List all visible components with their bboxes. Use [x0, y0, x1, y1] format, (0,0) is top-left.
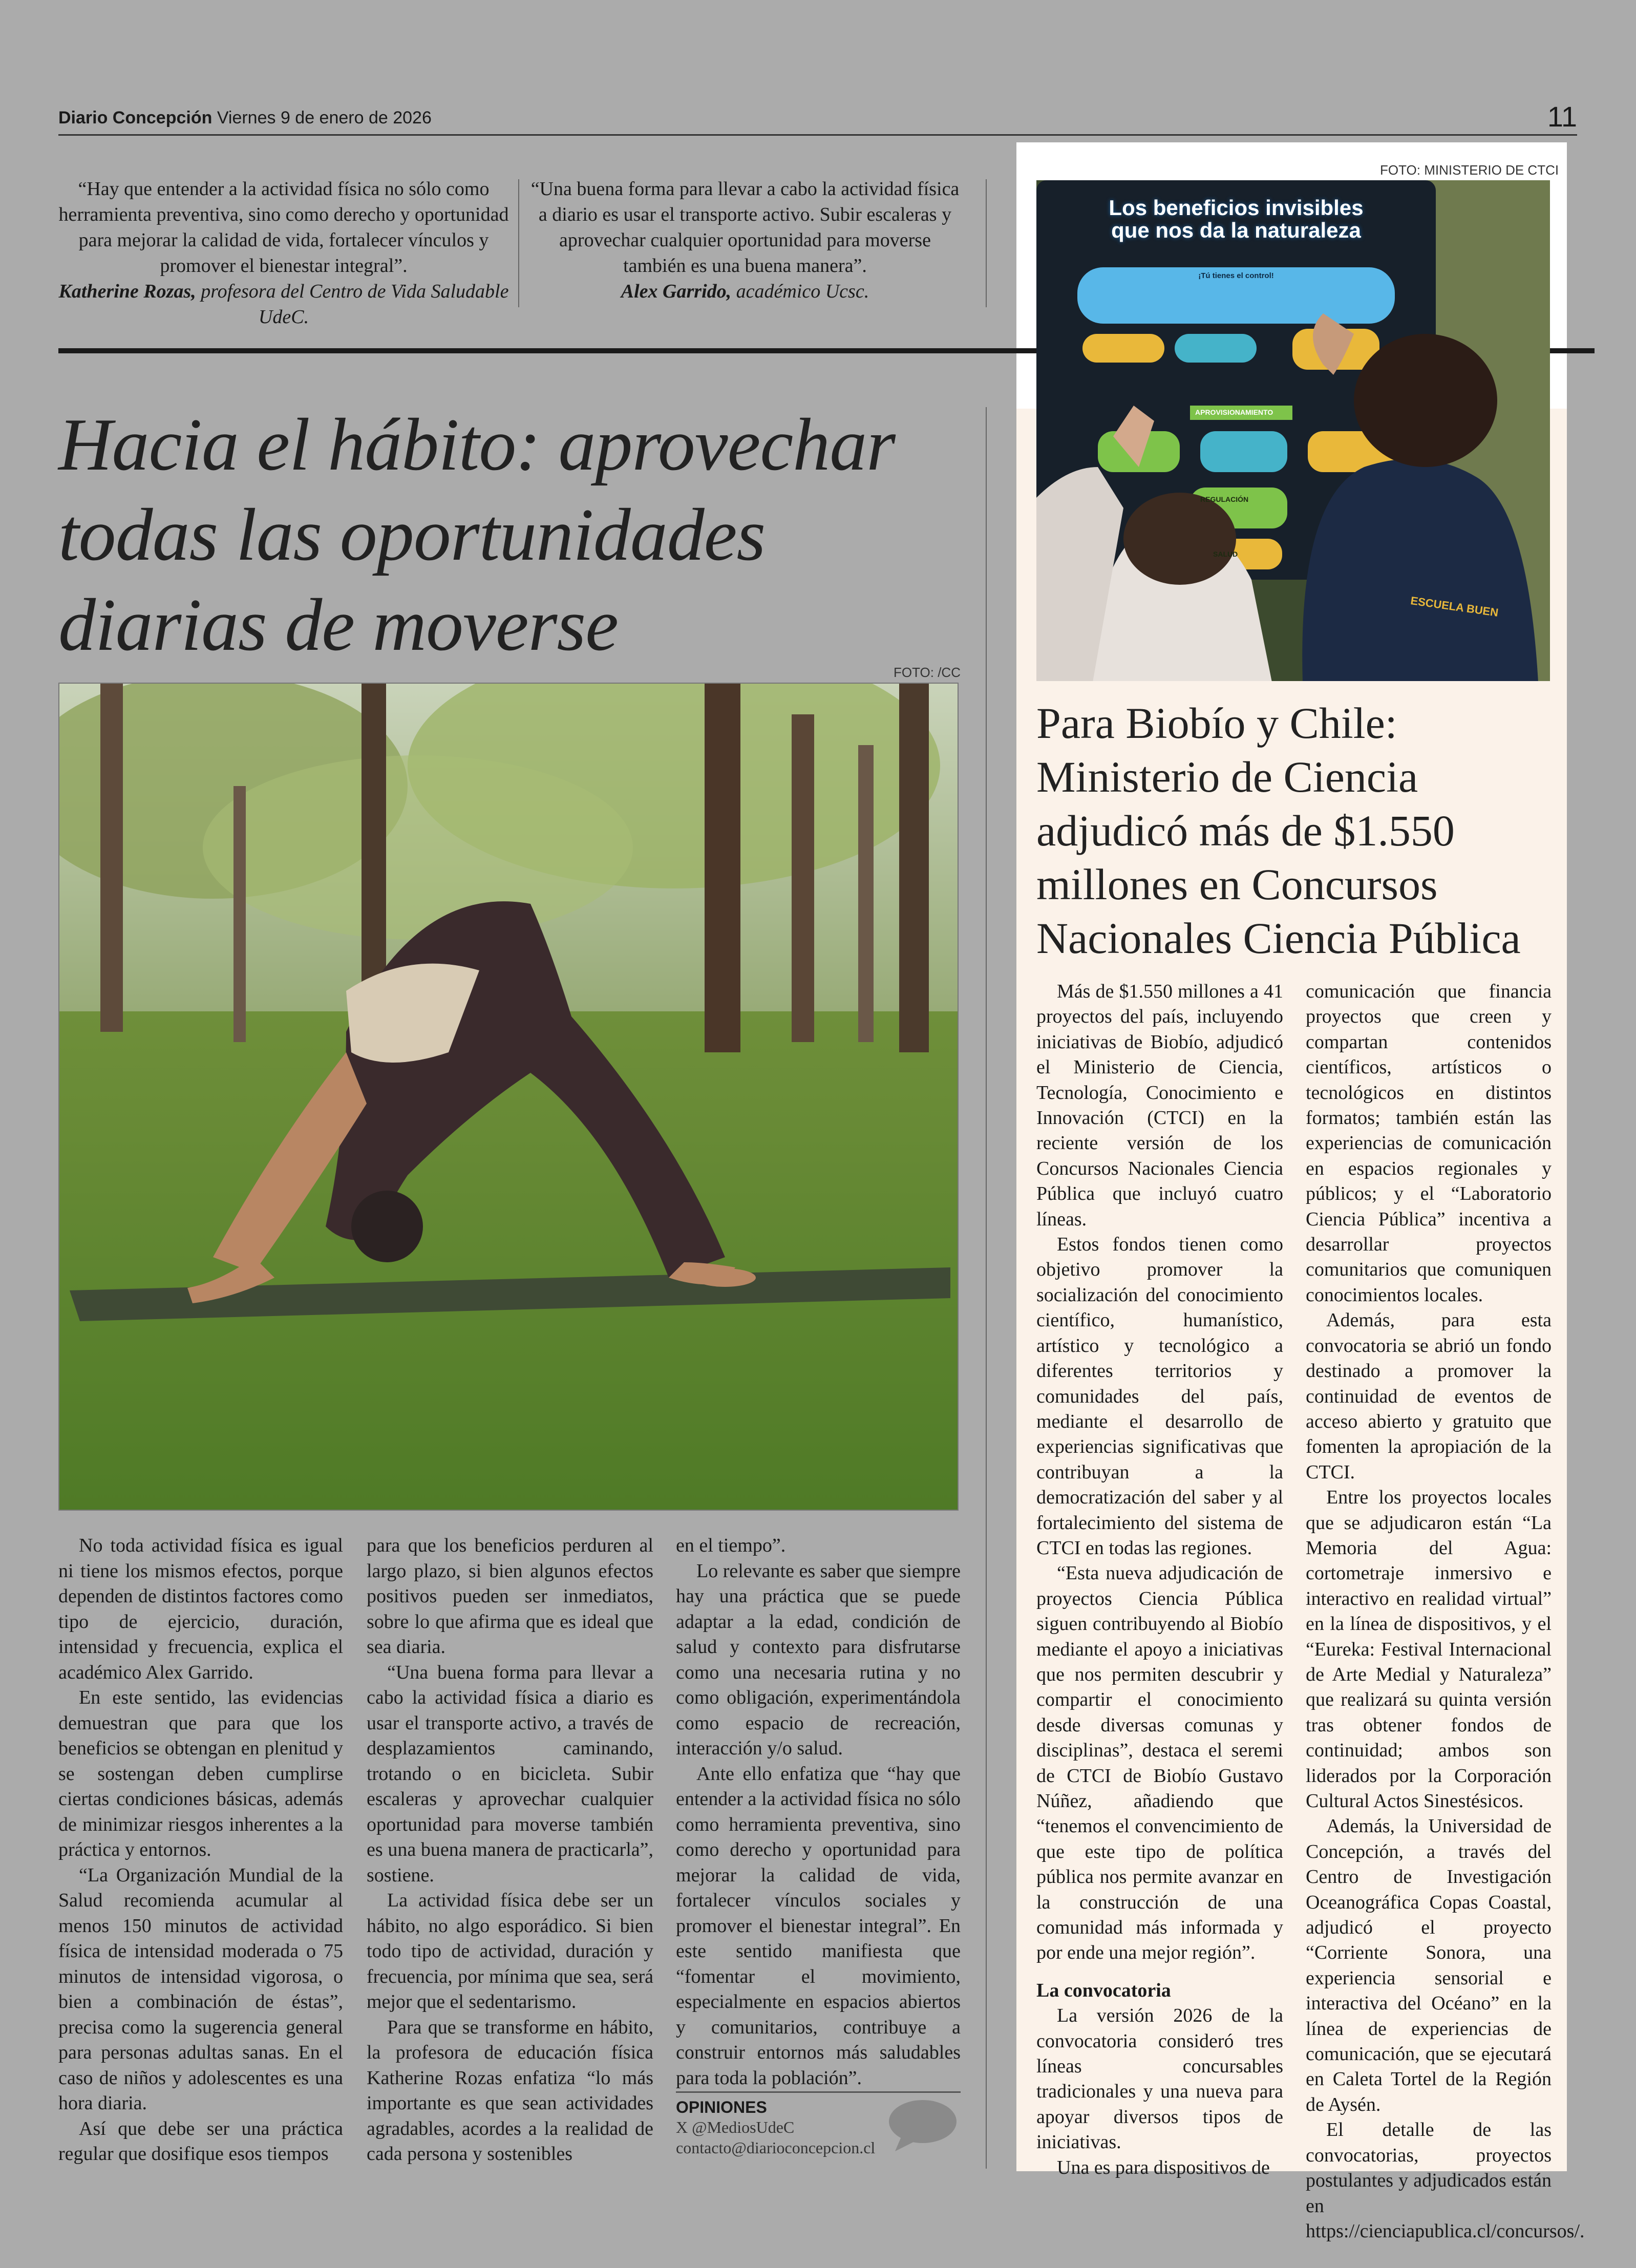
article-column-3	[676, 1533, 961, 2091]
page-header	[58, 100, 1577, 135]
opinions-twitter[interactable]: X @MediosUdeC	[676, 2118, 795, 2136]
pull-quote-rozas	[58, 176, 509, 330]
speech-bubble-icon	[886, 2098, 958, 2154]
paragraph: comunicación que financia proyectos que creen y compartan contenidos científicos, artísticos o tecnológicos en distintos formatos; también están las experiencias de comunicación en espacios regionales y públicos; y el “Laboratorio Ciencia Pública” incentiva a desarrollar proyectos comunitarios que comuniquen conocimientos locales.	[1306, 981, 1552, 1306]
page-number: 11	[1547, 100, 1577, 133]
paragraph: Entre los proyectos locales que se adjudicaron están “La Memoria del Agua: cortometraje inmersivo e interactivo en realidad virtual” en la línea de dispositivos, y el “Eureka: Festival Internacional de Arte Medial y Naturaleza” que realizará su quinta versión tras obtener fondos de continuidad; ambos son liderados por la Corporación Cultural Actos Sinestésicos.	[1306, 1487, 1552, 1812]
exhibit-sign-title: Los beneficios invisibles que nos da la naturaleza	[1109, 196, 1364, 242]
science-exhibit-photo	[1036, 180, 1550, 681]
paragraph: La versión 2026 de la convocatoria consideró tres líneas concursables tradicionales y una nueva para apoyar diversos tipos de iniciativas.	[1036, 2005, 1283, 2153]
author-name: Alex Garrido,	[621, 281, 732, 302]
column-divider	[986, 407, 987, 2169]
paragraph: En este sentido, las evidencias demuestran que para que los beneficios se obtengan en plenitud y se sostengan deben cumplirse ciertas condiciones básicas, además de minimizar riesgos inherentes a la práctica y entornos.	[58, 1687, 343, 1860]
quote-text: “Hay que entender a la actividad física no sólo como herramienta preventiva, sino como derecho y oportunidad para mejorar la calidad de vida, fortalecer vínculos y promover el bienestar integral”.	[58, 178, 509, 277]
photo-credit: FOTO: /CC	[894, 665, 961, 680]
paragraph: Más de $1.550 millones a 41 proyectos del país, incluyendo iniciativas de Biobío, adjudicó el Ministerio de Ciencia, Tecnología, Conocimiento e Innovación (CTCI) en la reciente versión de los Concursos Nacionales Ciencia Pública que incluyó cuatro líneas.	[1036, 981, 1283, 1230]
paragraph: Además, para esta convocatoria se abrió un fondo destinado a promover la continuidad de eventos de acceso abierto y gratuito que fomenten la apropiación de la CTCI.	[1306, 1309, 1552, 1483]
quote-author	[58, 279, 509, 330]
main-headline: Hacia el hábito: aprovechar todas las oportunidades diarias de moverse	[58, 403, 896, 666]
paragraph: Una es para dispositivos de	[1057, 2156, 1270, 2178]
author-role: profesora del Centro de Vida Saludable UdeC.	[201, 281, 509, 328]
opinions-box	[676, 2091, 961, 2158]
exhibit-label: APROVISIONAMIENTO	[1195, 408, 1273, 416]
quote-divider	[986, 179, 987, 307]
shirt-text: ESCUELA BUEN	[1410, 594, 1499, 619]
quote-divider	[518, 179, 519, 307]
side-column-1	[1036, 979, 1283, 2180]
paragraph: No toda actividad física es igual ni tiene los mismos efectos, porque dependen de distintos factores como tipo de ejercicio, duración, intensidad y frecuencia, explica el académico Alex Garrido.	[58, 1535, 343, 1683]
paragraph: para que los beneficios perduren al largo plazo, si bien algunos efectos positivos pueden ser inmediatos, sobre lo que afirma que es ideal que sea diaria.	[367, 1535, 653, 1658]
paragraph: Estos fondos tienen como objetivo promover la socialización del conocimiento científico, humanístico, artístico y tecnológico a diferentes territorios y comunidades del país, mediante el desarrollo de experiencias significativas que contribuyan a la democratización del saber y al fortalecimiento del sistema de CTCI en todas las regiones.	[1036, 1234, 1283, 1559]
side-headline: Para Biobío y Chile: Ministerio de Ciencia adjudicó más de $1.550 millones en Concursos Nacionales Ciencia Pública	[1036, 698, 1521, 963]
article-column-2	[367, 1533, 653, 2167]
exhibit-sign-subtitle: ¡Tú tienes el control!	[1198, 271, 1274, 280]
quote-text: “Una buena forma para llevar a cabo la actividad física a diario es usar el transporte activo. Subir escaleras y aprovechar cualquier oportunidad para moverse también es una buena manera”.	[530, 178, 960, 277]
subhead: La convocatoria	[1036, 1979, 1171, 2001]
paragraph: Ante ello enfatiza que “hay que entender a la actividad física no sólo como herramienta preventiva, sino como derecho y oportunidad para mejorar la calidad de vida, fortalecer vínculos sociales y promover el bienestar integral”. En este sentido manifiesta que “fomentar el movimiento, especialmente en espacios abiertos y comunitarios, contribuye a construir entornos más saludables para toda la población”.	[676, 1763, 961, 2089]
paragraph: La actividad física debe ser un hábito, no algo esporádico. Si bien todo tipo de actividad, duración y frecuencia, por mínima que sea, será mejor que el sedentarismo.	[367, 1890, 653, 2012]
paragraph: “Una buena forma para llevar a cabo la actividad física a diario es usar el transporte activo, a través de desplazamientos caminando, trotando o en bicicleta. Subir escaleras y aprovechar cualquier oportunidad para moverse también es una buena manera de practicarla”, sostiene.	[367, 1661, 653, 1886]
author-name: Katherine Rozas,	[58, 281, 196, 302]
side-photo-credit: FOTO: MINISTERIO DE CTCI	[1380, 162, 1559, 178]
paragraph: “Esta nueva adjudicación de proyectos Ciencia Pública siguen contribuyendo al Biobío mediante el apoyo a iniciativas que nos permiten descubrir y compartir el conocimiento desde diversas comunas y disciplinas”, destaca el seremi de CTCI de Biobío Gustavo Núñez, añadiendo que “tenemos el convencimiento de que este tipo de política pública nos permite avanzar en la construcción de una comunidad más informada y por ende una mejor región”.	[1036, 1562, 1283, 1964]
header-rule	[58, 134, 1577, 136]
paragraph: El detalle de las convocatorias, proyectos postulantes y adjudicados están en https://cienciapublica.cl/concursos/.	[1306, 2119, 1585, 2242]
yoga-photo	[58, 683, 959, 1511]
author-role: académico Ucsc.	[736, 281, 869, 302]
paragraph: “La Organización Mundial de la Salud recomienda acumular al menos 150 minutos de actividad física de intensidad moderada o 75 minutos de intensidad vigorosa, o bien a combinación de éstas”, precisa como la sugerencia general para personas adultas sanas. En el caso de niños y adolescentes es una hora diaria.	[58, 1864, 343, 2114]
exhibit-label: REGULACIÓN	[1200, 495, 1249, 503]
paragraph: Además, la Universidad de Concepción, a través del Centro de Investigación Oceanográfica Copas Coastal, adjudicó el proyecto “Corriente Sonora, una experiencia sensorial e interactiva del Océano” en la línea de experiencias de comunicación, que se ejecutará en Caleta Tortel de la Región de Aysén.	[1306, 1815, 1552, 2115]
masthead	[58, 108, 432, 128]
article-column-1	[58, 1533, 343, 2167]
side-column-2	[1306, 979, 1585, 2244]
pull-quote-garrido	[527, 176, 963, 304]
exhibit-label: SALUD	[1213, 550, 1238, 558]
paper-name: Diario Concepción	[58, 108, 213, 128]
paragraph: Lo relevante es saber que siempre hay una práctica que se puede adaptar a la edad, condición de salud y contexto para disfrutarse como una necesaria rutina y no como obligación, experimentándola como espacio de recreación, interacción y/o salud.	[676, 1560, 961, 1759]
issue-date: Viernes 9 de enero de 2026	[217, 108, 432, 128]
quote-author	[527, 279, 963, 304]
opinions-title: OPINIONES	[676, 2098, 767, 2116]
paragraph: Así que debe ser una práctica regular que dosifique esos tiempos	[58, 2117, 343, 2165]
paragraph: en el tiempo”.	[676, 1535, 786, 1556]
yoga-illustration	[59, 684, 959, 1511]
paragraph: Para que se transforme en hábito, la profesora de educación física Katherine Rozas enfatiza “lo más importante es que sean actividades agradables, acordes a la realidad de cada persona y sostenibles	[367, 2016, 653, 2165]
opinions-email[interactable]: contacto@diarioconcepcion.cl	[676, 2138, 876, 2157]
